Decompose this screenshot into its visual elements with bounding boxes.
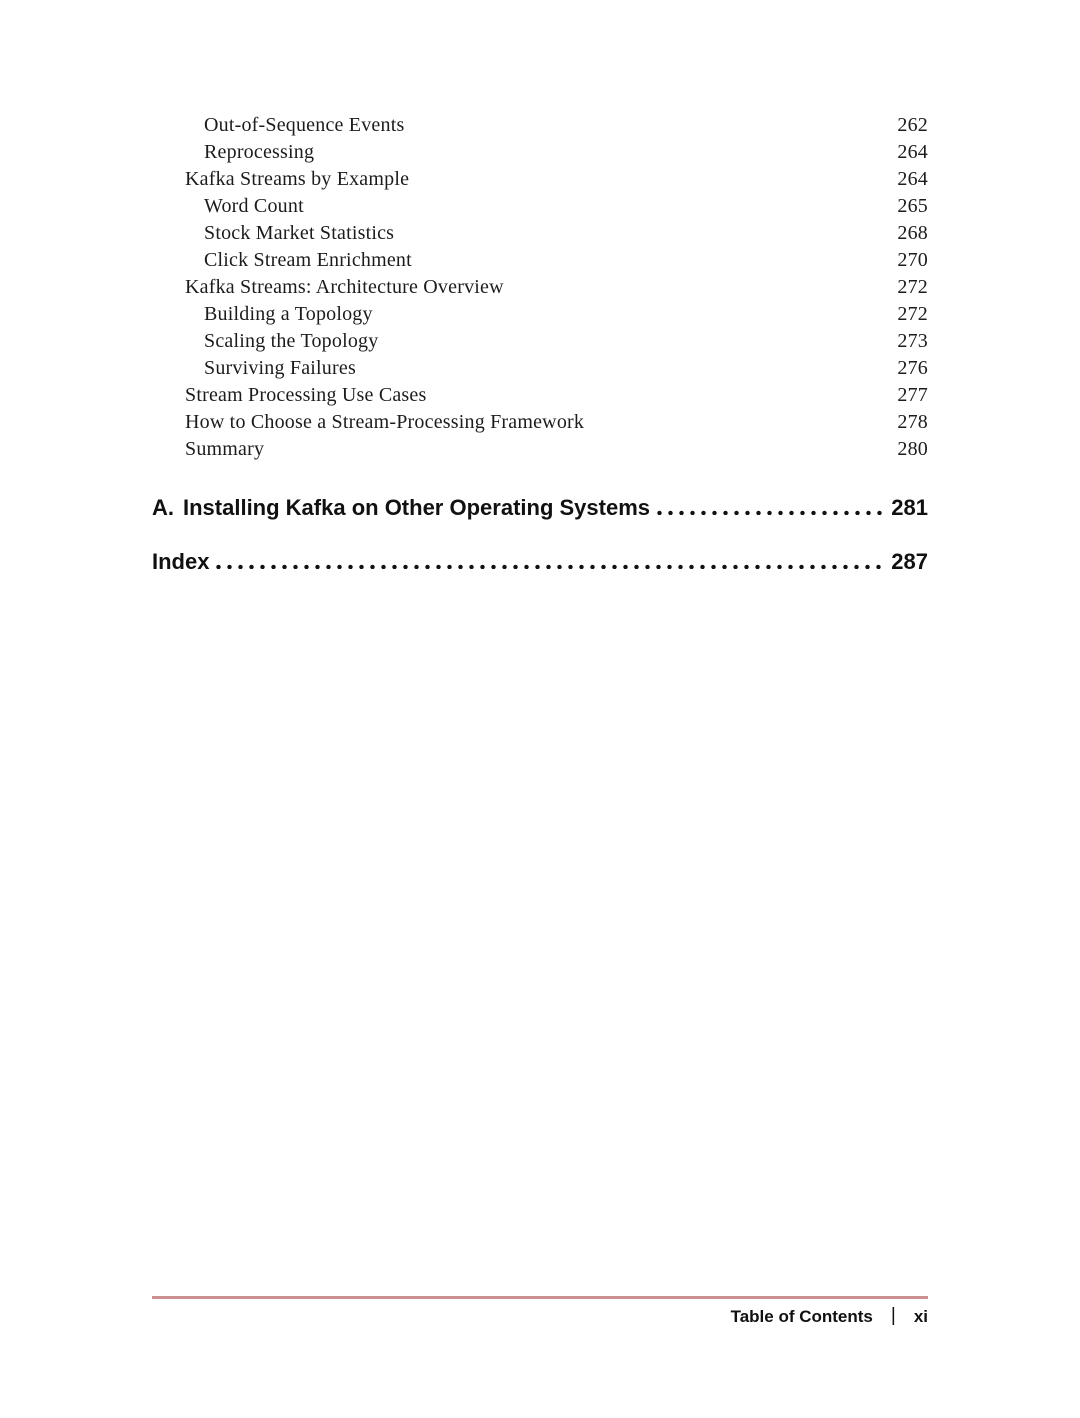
appendix-label: Installing Kafka on Other Operating Systems <box>183 495 650 520</box>
toc-entry <box>152 355 928 382</box>
toc-entry-label: Stream Processing Use Cases <box>185 384 427 406</box>
index-label: Index <box>152 549 210 574</box>
toc-list <box>152 112 928 463</box>
toc-entry <box>152 301 928 328</box>
toc-entry-page: 278 <box>897 411 928 433</box>
toc-entry-page: 272 <box>897 303 928 325</box>
toc-entry <box>152 328 928 355</box>
toc-entry <box>152 436 928 463</box>
toc-entry-label: Surviving Failures <box>204 357 356 379</box>
toc-entry-page: 273 <box>897 330 928 352</box>
footer-page-number: xi <box>913 1307 928 1326</box>
footer-divider <box>152 1296 928 1299</box>
appendix-prefix: A. <box>152 495 174 520</box>
toc-entry-label: How to Choose a Stream-Processing Framework <box>185 411 585 433</box>
toc-entry <box>152 409 928 436</box>
toc-entry <box>152 247 928 274</box>
footer-separator: | <box>890 1305 896 1326</box>
toc-entry-page: 262 <box>897 114 928 136</box>
appendix-entry <box>152 487 928 522</box>
toc-entry-label: Click Stream Enrichment <box>204 249 412 271</box>
toc-entry-page: 270 <box>897 249 928 271</box>
toc-entry-page: 272 <box>897 276 928 298</box>
toc-entry-page: 265 <box>897 195 928 217</box>
footer-section-title: Table of Contents <box>730 1307 873 1326</box>
appendix-page: 281 <box>891 495 928 520</box>
toc-entry-page: 264 <box>897 168 928 190</box>
dot-leader <box>211 541 883 569</box>
toc-entry-page: 280 <box>897 438 928 460</box>
page-footer <box>152 1306 928 1328</box>
toc-entry-label: Scaling the Topology <box>204 330 379 352</box>
toc-entry-page: 264 <box>897 141 928 163</box>
toc-entry <box>152 274 928 301</box>
toc-entry-page: 268 <box>897 222 928 244</box>
toc-entry-page: 276 <box>897 357 928 379</box>
dot-leader <box>652 487 883 515</box>
toc-entry-page: 277 <box>897 384 928 406</box>
toc-entry-label: Kafka Streams by Example <box>185 168 410 190</box>
toc-entry-label: Word Count <box>204 195 304 217</box>
toc-entry <box>152 193 928 220</box>
toc-entry-label: Stock Market Statistics <box>204 222 395 244</box>
toc-entry <box>152 382 928 409</box>
index-entry <box>152 541 928 576</box>
toc-entry-label: Reprocessing <box>204 141 315 163</box>
toc-entry-label: Summary <box>185 438 265 460</box>
toc-entry-label: Out-of-Sequence Events <box>204 114 405 136</box>
toc-entry-label: Building a Topology <box>204 303 373 325</box>
index-page: 287 <box>891 549 928 574</box>
toc-entry <box>152 112 928 139</box>
toc-entry <box>152 139 928 166</box>
toc-entry <box>152 166 928 193</box>
toc-entry <box>152 220 928 247</box>
toc-entry-label: Kafka Streams: Architecture Overview <box>185 276 504 298</box>
